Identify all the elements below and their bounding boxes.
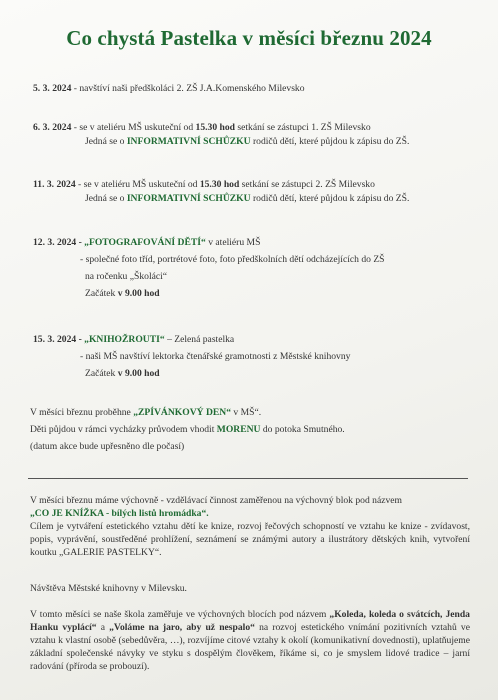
event-highlight: INFORMATIVNÍ SCHŮZKU	[126, 193, 251, 204]
event-12-3	[33, 234, 385, 302]
paragraph-text: V tomto měsíci se naše škola zaměřuje ve výchovných blocích pod názvem	[30, 609, 330, 620]
spring-highlight: MORENU	[216, 424, 261, 435]
paragraph-text: na rozvoj estetického vnímání pozitivních vztahů ve vztahu k vlastní osobě (sebedůvěra, …), rozvíjíme citové vztahy k okolí (komunikativní dovednosti), uplatňujeme základní společenské návyky ve styku s dospělým člověkem, říkáme si, co je smyslem lidové tradice – jarní radování (příroda se probouzí).	[30, 622, 470, 672]
event-11-3	[33, 178, 409, 206]
event-text: - se v ateliéru MŠ uskuteční od	[71, 122, 196, 133]
event-time: v 9.00 hod	[117, 368, 160, 379]
paragraph-library-visit	[30, 582, 470, 595]
event-detail: - naši MŠ navštíví lektorka čtenářské gramotnosti z Městské knihovny	[80, 351, 351, 362]
paragraph-text: Cílem je vytváření estetického vztahu dětí ke knize, rozvoj řečových schopností ve vztahu ke knize - zvídavost, popis, vyprávění, soustředěné prohlížení, seznámení se známými autory a ilustrátory dětských knih, vytvoření koutku „GALERIE PASTELKY“.	[30, 521, 470, 558]
event-time: 15.30 hod	[195, 122, 235, 133]
event-text: – Zelená pastelka	[164, 334, 235, 345]
event-detail	[33, 365, 350, 382]
spring-text: v MŠ“.	[231, 407, 262, 418]
event-date: 12. 3. 2024	[33, 237, 77, 248]
spring-note: (datum akce bude upřesněno dle počasí)	[30, 441, 185, 452]
event-text: v ateliéru MŠ	[205, 237, 261, 248]
paragraph-highlight: „Koleda, koleda o svátcích, Jenda Hanku vyplácí“	[30, 609, 470, 633]
page-title: Co chystá Pastelka v měsíci březnu 2024	[66, 26, 432, 50]
spring-text: Děti půjdou v rámci vycházky průvodem vhodit	[30, 424, 217, 435]
event-date: 11. 3. 2024	[33, 179, 76, 190]
event-date: 6. 3. 2024	[33, 122, 72, 133]
event-detail-text: Jedná se o	[85, 193, 127, 204]
spring-block	[30, 404, 345, 455]
paragraph-highlight: „CO JE KNÍŽKA - bílých listů hromádka“.	[30, 508, 209, 519]
event-highlight: INFORMATIVNÍ SCHŮZKU	[126, 136, 251, 147]
event-detail-text: rodičů dětí, které půjdou k zápisu do ZŠ.	[250, 193, 410, 204]
event-time: 15.30 hod	[199, 179, 240, 190]
event-separator: -	[76, 334, 85, 345]
spring-text: V měsíci březnu proběhne	[30, 407, 134, 418]
event-time: v 9.00 hod	[117, 288, 160, 299]
event-date: 5. 3. 2024	[33, 83, 72, 94]
event-text: - navštíví naši předškoláci 2. ZŠ J.A.Komenského Milevsko	[71, 83, 305, 94]
event-detail	[33, 135, 409, 149]
spring-highlight: „ZPÍVÁNKOVÝ DEN“	[133, 407, 232, 418]
event-separator: -	[76, 237, 85, 248]
event-detail-text: Začátek	[85, 368, 118, 379]
event-highlight: „FOTOGRAFOVÁNÍ DĚTÍ“	[84, 237, 206, 248]
event-detail: - společné foto tříd, portrétové foto, foto předškolních dětí odcházejících do ZŠ	[80, 254, 385, 265]
event-15-3	[33, 331, 350, 382]
event-highlight: „KNIHOŽROUTI“	[84, 334, 165, 345]
event-date: 15. 3. 2024	[33, 334, 77, 345]
paragraph-text: a	[96, 622, 110, 633]
event-text: setkání se zástupci 1. ZŠ Milevsko	[235, 122, 371, 133]
paragraph-highlight: „Voláme na jaro, aby už nespalo“	[109, 622, 255, 633]
event-text: setkání se zástupci 2. ZŠ Milevsko	[239, 179, 375, 190]
event-detail: na ročenku „Školáci“	[85, 271, 168, 282]
event-6-3	[33, 121, 409, 149]
event-detail-text: Začátek	[85, 288, 118, 299]
paragraph-text: Návštěva Městské knihovny v Milevsku.	[30, 583, 187, 594]
event-detail-text: rodičů dětí, které půjdou k zápisu do ZŠ.	[250, 136, 410, 147]
divider-line	[28, 478, 468, 479]
event-detail	[33, 192, 409, 206]
paragraph-book-block	[30, 494, 470, 559]
paragraph-text: V měsíci březnu máme výchovně - vzdělávací činnost zaměřenou na výchovný blok pod názvem	[30, 495, 402, 506]
event-detail-text: Jedná se o	[85, 136, 127, 147]
paragraph-spring-traditions	[30, 608, 470, 673]
event-detail	[33, 285, 385, 302]
spring-text: do potoka Smutného.	[260, 424, 345, 435]
event-text: - se v ateliéru MŠ uskuteční od	[75, 179, 200, 190]
event-5-3	[33, 82, 305, 96]
